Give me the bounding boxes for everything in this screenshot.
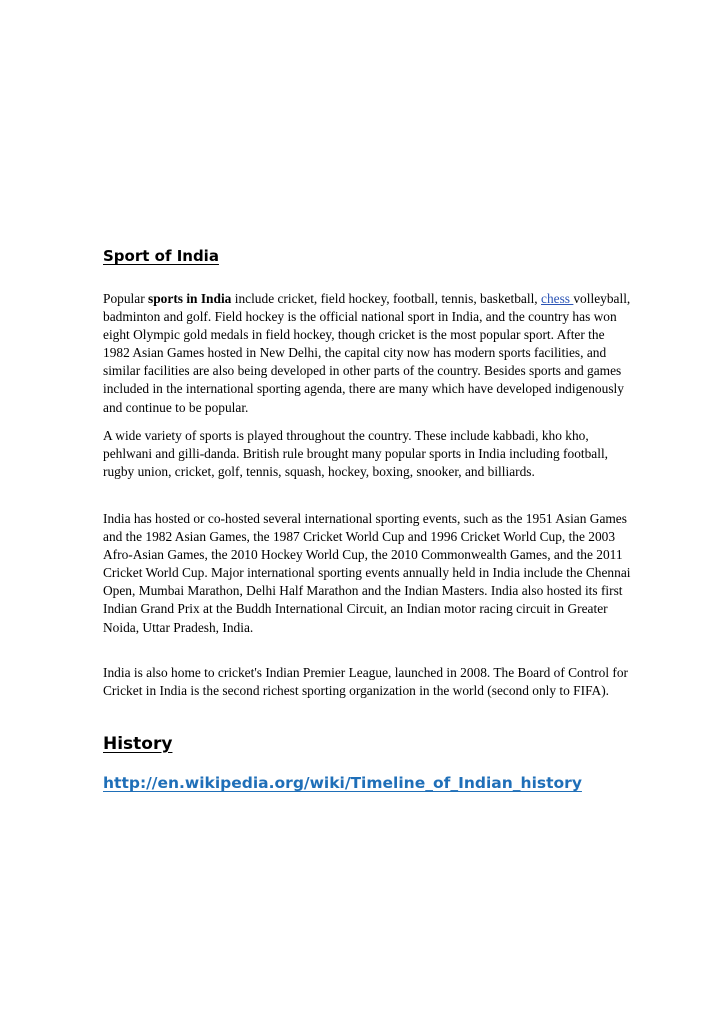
section-title-history: History: [103, 734, 173, 754]
paragraph-text: Popular: [103, 291, 149, 306]
chess-link[interactable]: chess: [541, 291, 574, 306]
paragraph-text: include cricket, field hockey, football, tennis, basketball,: [231, 291, 541, 306]
history-wikipedia-link[interactable]: http://en.wikipedia.org/wiki/Timeline_of_Indian_history: [103, 774, 582, 792]
paragraph-hosted-events: India has hosted or co-hosted several international sporting events, such as the 1951 Asian Games and the 1982 Asian Games, the 1987 Cricket World Cup and 1996 Cricket World Cup, the 2003 Afro-Asian Games, the 2010 Hockey World Cup, the 2010 Commonwealth Games, and the 2011 Cricket World Cup. Major international sporting events annually held in India include the Chennai Open, Mumbai Marathon, Delhi Half Marathon and the Indian Masters. India also hosted its first Indian Grand Prix at the Buddh International Circuit, an Indian motor racing circuit in Greater Noida, Uttar Pradesh, India.: [103, 511, 631, 635]
section-title-sport-of-india: Sport of India: [103, 247, 219, 265]
paragraph-popular-sports: [103, 290, 633, 417]
bold-text-sports-in-india: sports in India: [148, 291, 232, 306]
paragraph-variety-of-sports: A wide variety of sports is played throughout the country. These include kabbadi, kho kho, pehlwani and gilli-danda. British rule brought many popular sports in India including football, rugby union, cricket, golf, tennis, squash, hockey, boxing, snooker, and billiards.: [103, 428, 609, 480]
paragraph-text: volleyball, badminton and golf. Field hockey is the official national sport in India, and the country has won eight Olympic gold medals in field hockey, though cricket is the most popular sport. After the 1982 Asian Games hosted in New Delhi, the capital city now has modern sports facilities, and similar facilities are also being developed in other parts of the country. Besides sports and games included in the international sporting agenda, there are many which have developed indigenously and continue to be popular.: [103, 291, 631, 415]
paragraph-ipl: India is also home to cricket's Indian Premier League, launched in 2008. The Board of Control for Cricket in India is the second richest sporting organization in the world (second only to FIFA).: [103, 665, 629, 699]
